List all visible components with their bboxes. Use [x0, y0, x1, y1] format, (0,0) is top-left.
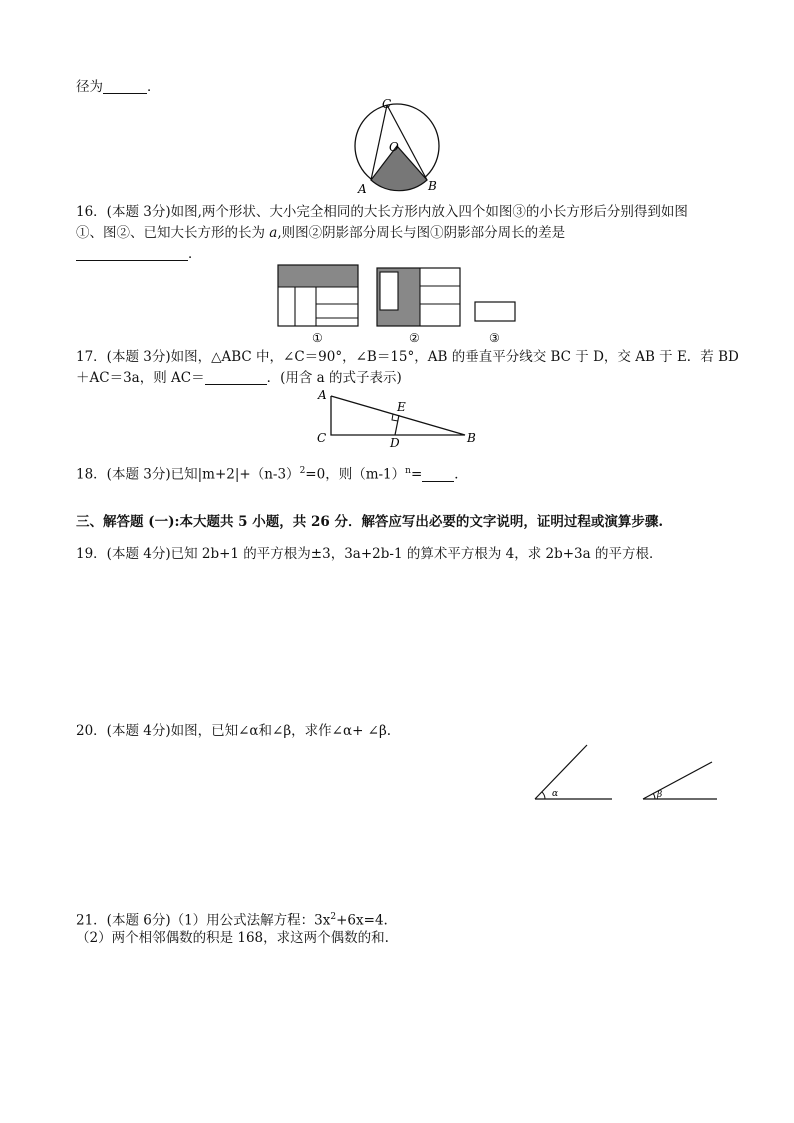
q18-text-pre: 18．(本题 3分)已知|m+2|+（n-3）: [76, 466, 300, 483]
q17-label-a: A: [318, 388, 327, 402]
section3-heading: 三、解答题 (一):本大题共 5 小题，共 26 分．解答应写出必要的文字说明，证明过程或演算步骤.: [76, 514, 664, 530]
q18-exponent-2: 2: [299, 466, 306, 476]
q16-figure-2: [377, 268, 460, 326]
q21-exponent: 2: [330, 912, 337, 922]
q19-text: 19．(本题 4分)已知 2b+1 的平方根为±3，3a+2b-1 的算术平方根为 4，求 2b+3a 的平方根．: [76, 546, 663, 562]
q21-line1: [76, 908, 388, 930]
q16-figures: [272, 262, 522, 346]
q17-label-e: E: [397, 400, 406, 414]
q18-answer-blank[interactable]: [422, 467, 454, 482]
q16-var-a: a: [269, 225, 278, 241]
q16-figure-3-small-rect: [475, 302, 515, 321]
q16-caption-2: ②: [409, 331, 420, 345]
q16-figure-1: [278, 265, 358, 326]
q15-prefix: 径为: [76, 79, 103, 95]
q15-suffix: ．: [147, 79, 161, 95]
q16-line2-post: ,则图②阴影部分周长与图①阴影部分周长的差是: [277, 225, 566, 241]
q17-perp-bisector: [395, 415, 399, 435]
q15-shaded-sector: [371, 146, 427, 191]
q17-line2-pre: ＋AC＝3a，则 AC＝: [76, 370, 205, 386]
q15-label-a: A: [358, 182, 367, 196]
q15-label-b: B: [428, 179, 437, 193]
q20-beta-label: β: [657, 790, 663, 800]
q18-exponent-n: n: [405, 466, 411, 476]
q15-label-o: O: [389, 140, 399, 154]
q20-text: 20．(本题 4分)如图，已知∠α和∠β，求作∠α+ ∠β.: [76, 723, 392, 739]
q17-label-d: D: [390, 436, 400, 450]
q20-angles-figure: [530, 740, 722, 806]
q17-line2-post: ．(用含 a 的式子表示): [266, 370, 402, 386]
q17-line1: 17．(本题 3分)如图，△ABC 中，∠C＝90°，∠B＝15°，AB 的垂直平分线交 BC 于 D，交 AB 于 E．若 BD: [76, 349, 739, 365]
q16-answer-line: [76, 245, 202, 263]
q15-answer-blank[interactable]: [103, 79, 147, 94]
q21-line1-post: +6x=4.: [336, 912, 388, 929]
q18-text-mid: =0，则（m-1）: [305, 466, 406, 483]
q16-caption-1: ①: [312, 331, 323, 345]
q21-line1-pre: 21．(本题 6分)（1）用公式法解方程：3x: [76, 912, 331, 929]
q17-answer-blank[interactable]: [205, 370, 267, 385]
q16-line1: 16．(本题 3分)如图,两个形状、大小完全相同的大长方形内放入四个如图③的小长方形后分别得到如图: [76, 204, 688, 220]
q20-angle-alpha: [535, 745, 612, 799]
q15-label-c: C: [382, 97, 392, 111]
q16-answer-blank[interactable]: [76, 246, 188, 261]
q16-caption-3: ③: [489, 331, 500, 345]
q15-answer-line: [76, 78, 161, 96]
q16-suffix: ．: [188, 246, 202, 262]
q15-circle-figure: [350, 96, 446, 196]
q18-text-post: =: [410, 466, 423, 483]
q18-suffix: ．: [454, 466, 468, 483]
q16-fig1-shade: [278, 265, 358, 287]
q21-line2: （2）两个相邻偶数的积是 168，求这两个偶数的和.: [76, 930, 389, 946]
q18-line: [76, 462, 468, 484]
q16-line2: [76, 224, 565, 242]
q17-line2: [76, 369, 402, 387]
q20-alpha-label: α: [552, 789, 559, 799]
q20-angle-beta: [643, 762, 717, 800]
q17-label-b: B: [467, 431, 476, 445]
q17-triangle-figure: [312, 386, 482, 450]
q17-label-c: C: [317, 431, 327, 445]
q16-line2-pre: ①、图②、已知大长方形的长为: [76, 225, 270, 241]
